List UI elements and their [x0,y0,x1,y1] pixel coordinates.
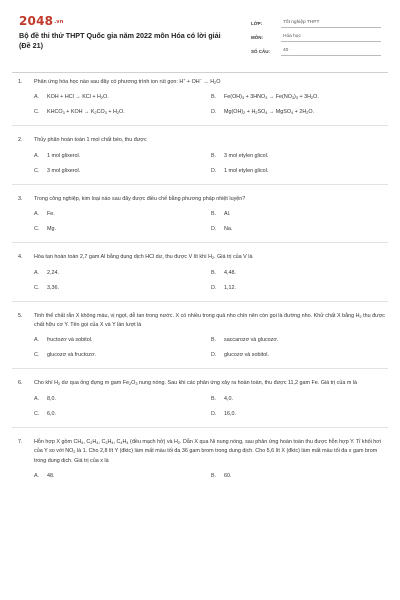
option-text: 6,0. [47,410,56,417]
option-letter: B. [211,337,217,344]
option-letter: A. [34,395,40,402]
option-text: $Mg(OH)_2 + H_2SO_4$ → MgSO$_4$ + $2H_2O$. [224,109,315,116]
meta-subject-label: MÔN: [251,35,263,40]
answer-option-a[interactable] [34,395,211,404]
option-letter: A. [34,152,40,159]
answer-option-b[interactable] [211,472,388,481]
answer-options [34,152,388,176]
answer-options [34,269,388,293]
logo-text: 2048 [19,14,54,28]
question-list [0,78,400,481]
option-text: 16,0. [224,410,236,417]
question-item [0,253,400,292]
meta-count-value: 40 [281,48,381,56]
meta-subject-row [251,28,381,42]
option-text: $Fe(OH)_3 + 3HNO_3 \to Fe(NO_3)_3 + 3H_2O$. [224,94,319,101]
header-divider [12,72,388,73]
option-text: Al. [224,211,231,218]
meta-class-value: Tốt nghiệp THPT [281,20,381,28]
answer-option-a[interactable] [34,269,211,278]
answer-option-c[interactable] [34,410,211,419]
answer-option-b[interactable] [211,152,388,161]
meta-class-label: LỚP: [251,21,263,26]
question-item [0,195,400,234]
option-text: Mg. [47,226,56,233]
answer-options [34,336,388,360]
answer-option-d[interactable] [211,108,388,117]
option-text: 1,12. [224,284,236,291]
option-text: 8,0. [47,395,56,402]
answer-option-a[interactable] [34,472,211,481]
question-text: Hòa tan hoàn toàn 2,7 gam Al bằng dung dịch HCl dư, thu được V lít khí $H_2$. Giá trị của V là [34,254,253,261]
option-letter: A. [34,94,40,101]
answer-option-d[interactable] [211,167,388,176]
option-letter: C. [34,109,40,116]
question-stem [18,78,388,87]
option-text: 4,48. [224,269,236,276]
question-text: Hỗn hợp X gồm $CH_4$, $C_2H_4$, $C_3H_4$, $C_4H_4$ (đều mạch hở) và $H_2$. Dẫn X qua Ni nung nóng, sau phản ứng hoàn toàn thu được hỗn hợp Y. Tỉ khối hơi của Y so với $NO_2$ là 1. Cho 2,8 lít Y (đktc) làm mất màu tối đa 36 gam brom trong dung dịch. Cho 5,6 lít X (đktc) làm mất màu tối đa x gam brom trong dung dịch. Giá trị của x là [34,438,381,464]
answer-option-c[interactable] [34,225,211,234]
question-number: 7. [18,438,23,445]
question-separator [12,125,388,126]
answer-option-b[interactable] [211,395,388,404]
option-letter: B. [211,395,217,402]
option-text: KOH + HCl → KCl + $H_2O$. [47,94,109,101]
question-separator [12,242,388,243]
option-text: saccarozơ và glucozơ. [224,337,279,344]
answer-option-a[interactable] [34,210,211,219]
question-stem [18,438,388,466]
option-text: 3 mol glixerol. [47,167,81,174]
question-number: 1. [18,79,23,85]
option-text: 1 mol glixerol. [47,152,81,159]
option-text: 4,0. [224,395,233,402]
question-number: 6. [18,380,23,387]
option-letter: D. [211,226,217,233]
question-separator [12,301,388,302]
option-text: 60. [224,473,232,480]
question-stem [18,253,388,262]
question-text: Thủy phân hoàn toàn 1 mol chất béo, thu được [34,137,147,144]
option-letter: D. [211,410,217,417]
option-text: 2,24. [47,269,59,276]
answer-option-d[interactable] [211,284,388,293]
answer-option-b[interactable] [211,210,388,219]
question-item [0,379,400,418]
question-stem [18,195,388,204]
question-item [0,312,400,361]
answer-option-c[interactable] [34,351,211,360]
question-separator [12,368,388,369]
option-text: 1 mol etylen glicol. [224,167,269,174]
question-text: Tinh thể chất rắn X không màu, vị ngọt, dễ tan trong nước. X có nhiều trong quả nho chín nên còn gọi là đường nho. Khử chất X bằng $H_2$ thu được chất hữu cơ Y. Tên gọi của X và Y lần lượt là [34,312,385,329]
question-separator [12,427,388,428]
option-letter: B. [211,211,217,218]
meta-class-row [251,14,381,28]
option-text: glucozơ và fructozơ. [47,352,97,359]
option-text: 3 mol etylen glicol. [224,152,269,159]
option-text: Fe. [47,211,55,218]
answer-option-d[interactable] [211,351,388,360]
option-text: 3,36. [47,284,59,291]
question-item [0,136,400,175]
answer-option-b[interactable] [211,93,388,102]
meta-count-label: SỐ CÂU: [251,49,270,54]
answer-option-a[interactable] [34,93,211,102]
question-stem [18,136,388,145]
answer-option-c[interactable] [34,167,211,176]
answer-options [34,93,388,117]
exam-meta [251,14,381,56]
answer-option-b[interactable] [211,269,388,278]
option-letter: B. [211,269,217,276]
option-letter: A. [34,473,40,480]
option-letter: A. [34,337,40,344]
question-stem [18,312,388,331]
answer-option-d[interactable] [211,410,388,419]
option-letter: D. [211,284,217,291]
answer-option-d[interactable] [211,225,388,234]
question-number: 5. [18,312,23,319]
question-number: 4. [18,254,23,261]
option-letter: B. [211,94,217,101]
answer-option-c[interactable] [34,108,211,117]
answer-option-c[interactable] [34,284,211,293]
option-letter: A. [34,269,40,276]
meta-subject-value: Hóa học [281,34,381,42]
option-text: $KHCO_3$ + KOH → $K_2CO_3 + H_2O$. [47,109,125,116]
option-letter: D. [211,109,217,116]
option-text: fructozơ và sobitol. [47,337,93,344]
option-letter: C. [34,352,40,359]
site-logo[interactable] [19,14,64,28]
question-number: 3. [18,195,23,202]
option-letter: D. [211,167,217,174]
option-text: glucozơ và sobitol. [224,352,269,359]
question-text: Cho khí $H_2$ dư qua ống đựng m gam $Fe_2O_3$ nung nóng. Sau khi các phản ứng xảy ra hoàn toàn, thu được 11,2 gam Fe. Giá trị của m là [34,380,358,387]
option-letter: C. [34,226,40,233]
meta-count-row [251,42,381,56]
option-letter: C. [34,410,40,417]
question-text: Trong công nghiệp, kim loại nào sau đây được điều chế bằng phương pháp nhiệt luyện? [34,195,246,202]
option-letter: B. [211,473,217,480]
answer-option-a[interactable] [34,336,211,345]
answer-option-b[interactable] [211,336,388,345]
logo-tld: .vn [54,18,64,25]
question-separator [12,184,388,185]
question-text: Phản ứng hóa học nào sau đây có phương trình ion rút gọn: $H^+ + OH^- \to H_2O$ [34,78,221,85]
option-text: 48. [47,473,55,480]
answer-option-a[interactable] [34,152,211,161]
option-letter: A. [34,211,40,218]
answer-options [34,395,388,419]
question-item [0,438,400,481]
question-item [0,78,400,117]
answer-options [34,472,388,481]
option-letter: C. [34,167,40,174]
page-title: Bộ đề thi thử THPT Quốc gia năm 2022 môn Hóa có lời giải (Đề 21) [19,31,221,50]
option-letter: B. [211,152,217,159]
option-text: Na. [224,226,233,233]
question-stem [18,379,388,388]
answer-options [34,210,388,234]
option-letter: D. [211,352,217,359]
option-letter: C. [34,284,40,291]
question-number: 2. [18,137,23,144]
